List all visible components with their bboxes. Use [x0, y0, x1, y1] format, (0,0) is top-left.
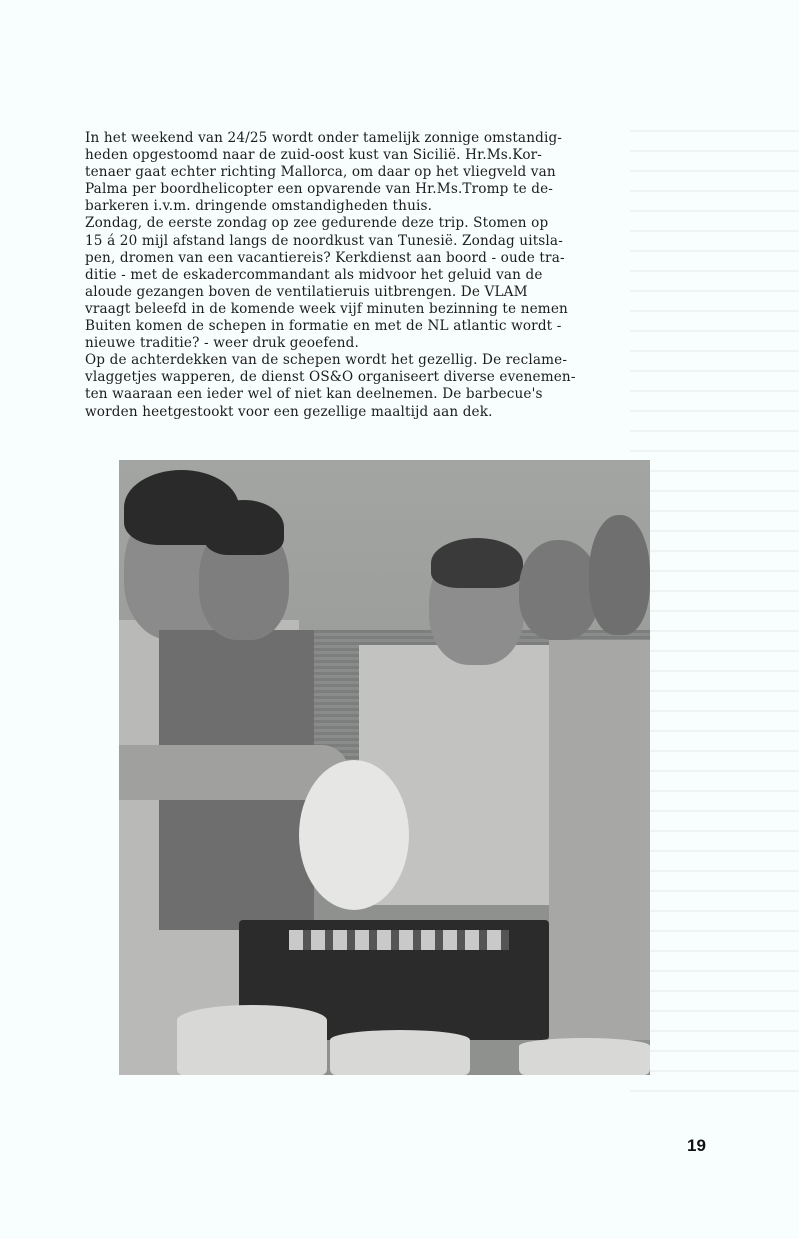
- article-body: [85, 130, 735, 421]
- text-line: Op de achterdekken van de schepen wordt het gezellig. De reclame-: [85, 352, 568, 369]
- text-line: Palma per boordhelicopter een opvarende van Hr.Ms.Tromp te de-: [85, 181, 554, 198]
- page-number: 19: [687, 1136, 706, 1155]
- bucket-right: [519, 1038, 650, 1075]
- bucket-left: [177, 1005, 327, 1075]
- text-line: Zondag, de eerste zondag op zee gedurende deze trip. Stomen op: [85, 215, 549, 232]
- text-line: heden opgestoomd naar de zuid-oost kust van Sicilië. Hr.Ms.Kor-: [85, 147, 543, 164]
- text-line: aloude gezangen boven de ventilatieruis uitbrengen. De VLAM: [85, 283, 528, 300]
- sailor-right-body: [549, 640, 650, 1040]
- text-line: vlaggetjes wapperen, de dienst OS&O organiseert diverse evenemen-: [85, 369, 576, 386]
- sailor-far-right-head: [589, 515, 650, 635]
- text-line: ditie - met de eskadercommandant als midvoor het geluid van de: [85, 266, 543, 283]
- sailor-center-hair: [431, 538, 523, 588]
- text-line: vraagt beleefd in de komende week vijf minuten bezinning te nemen: [85, 300, 568, 317]
- text-line: tenaer gaat echter richting Mallorca, om daar op het vliegveld van: [85, 164, 556, 181]
- bucket-middle: [330, 1030, 470, 1075]
- text-line: nieuwe traditie? - weer druk geoefend.: [85, 335, 359, 352]
- paper-plate: [299, 760, 409, 910]
- grilled-food: [289, 930, 509, 950]
- text-line: Buiten komen de schepen in formatie en met de NL atlantic wordt -: [85, 318, 562, 335]
- text-line: barkeren i.v.m. dringende omstandigheden thuis.: [85, 198, 433, 215]
- sailor-second-hair: [204, 500, 284, 555]
- text-line: worden heetgestookt voor een gezellige maaltijd aan dek.: [85, 403, 493, 420]
- barbecue-photo: [119, 460, 650, 1075]
- text-line: 15 á 20 mijl afstand langs de noordkust van Tunesië. Zondag uitsla-: [85, 232, 563, 249]
- sailor-right-head: [519, 540, 599, 640]
- text-line: pen, dromen van een vacantiereis? Kerkdienst aan boord - oude tra-: [85, 249, 565, 266]
- text-line: In het weekend van 24/25 wordt onder tamelijk zonnige omstandig-: [85, 130, 563, 146]
- text-line: ten waaraan een ieder wel of niet kan deelnemen. De barbecue's: [85, 386, 543, 403]
